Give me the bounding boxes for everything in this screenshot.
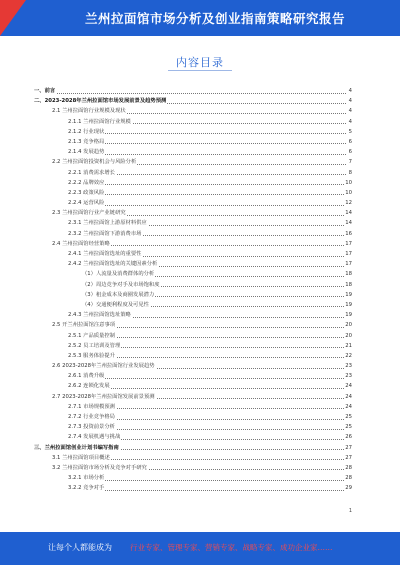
- toc-entry-page: 4: [348, 106, 352, 116]
- toc-entry-text: 2.1 兰州拉面馆行业规模及现状: [52, 106, 127, 116]
- toc-entry-text: 3.2.2 竞争对手: [68, 483, 105, 493]
- toc-entry[interactable]: [34, 351, 352, 361]
- page-number: 1: [348, 508, 352, 514]
- toc-entry[interactable]: [34, 422, 352, 432]
- toc-entry[interactable]: [34, 218, 352, 228]
- toc-entry-text: 2.5.2 员工培训及管理: [68, 341, 121, 351]
- toc-entry-page: 4: [348, 86, 352, 96]
- toc-entry-page: 6: [348, 147, 352, 157]
- toc-entry-text: 2.2.1 消费需求增长: [68, 168, 116, 178]
- toc-entry[interactable]: [34, 392, 352, 402]
- toc-entry[interactable]: [34, 432, 352, 442]
- toc-entry-page: 27: [344, 443, 352, 453]
- toc-entry[interactable]: [34, 443, 352, 453]
- toc-entry-page: 19: [344, 310, 352, 320]
- toc-entry-page: 28: [344, 473, 352, 483]
- header-banner: [0, 0, 400, 36]
- toc-entry-text: 2.1.1 兰州拉面馆行业规模: [68, 117, 132, 127]
- toc-entry-text: 3.1 兰州拉面馆项目概述: [52, 453, 111, 463]
- toc-entry[interactable]: [34, 178, 352, 188]
- toc-entry-page: 21: [344, 341, 352, 351]
- toc-entry[interactable]: [34, 463, 352, 473]
- toc-entry-text: 2.2.2 品牌效应: [68, 178, 105, 188]
- toc-entry-page: 8: [348, 168, 352, 178]
- toc-entry[interactable]: [34, 198, 352, 208]
- toc-entry-page: 19: [344, 290, 352, 300]
- toc-entry[interactable]: [34, 453, 352, 463]
- toc-entry-page: 29: [344, 483, 352, 493]
- toc-entry-text: 2.6.2 连锁化发展: [68, 381, 111, 391]
- toc-entry[interactable]: [34, 331, 352, 341]
- footer-banner: [0, 532, 400, 565]
- toc-entry-text: 2.5.3 服务体验提升: [68, 351, 116, 361]
- footer-roles: 行业专家、管理专家、营销专家、战略专家、成功企业家……: [130, 543, 333, 552]
- toc-entry[interactable]: [34, 96, 352, 106]
- toc-entry-text: 2.7 2023-2028年兰州拉面馆发展前景预测: [52, 392, 156, 402]
- toc-entry-page: 25: [344, 422, 352, 432]
- toc-entry-page: 22: [344, 351, 352, 361]
- toc-entry-text: 2.5.1 产品质量控制: [68, 331, 116, 341]
- toc-entry-page: 28: [344, 463, 352, 473]
- toc-leader-dots: [68, 184, 346, 185]
- toc-entry-page: 5: [348, 127, 352, 137]
- toc-entry-text: 2.2.3 政策风险: [68, 188, 105, 198]
- toc-entry[interactable]: [34, 381, 352, 391]
- toc-entry-page: 25: [344, 412, 352, 422]
- toc-entry-page: 27: [344, 453, 352, 463]
- toc-entry[interactable]: [34, 239, 352, 249]
- toc-entry-text: 2.3.1 兰州拉面馆上游原材料供应: [68, 218, 148, 228]
- toc-entry-page: 23: [344, 371, 352, 381]
- toc-entry[interactable]: [34, 269, 352, 279]
- toc-entry-text: 2.4.1 兰州拉面馆选址的重要性: [68, 249, 142, 259]
- toc-entry-page: 18: [344, 280, 352, 290]
- toc-entry-text: 2.4.3 兰州拉面馆选址策略: [68, 310, 132, 320]
- toc-entry-text: 2.1.3 竞争格局: [68, 137, 105, 147]
- toc-entry-text: 2.6 2023-2028年兰州拉面馆行业发展趋势: [52, 361, 156, 371]
- toc-entry-text: 2.5 开兰州拉面馆注意事项: [52, 320, 116, 330]
- toc-entry[interactable]: [34, 310, 352, 320]
- toc-entry-text: 2.7.4 发展机遇与挑战: [68, 432, 121, 442]
- toc-entry-page: 20: [344, 331, 352, 341]
- toc-entry-page: 14: [344, 208, 352, 218]
- toc-entry-text: 2.4 兰州拉面馆经营策略: [52, 239, 111, 249]
- toc-leader-dots: [68, 378, 346, 379]
- toc-entry-page: 26: [344, 432, 352, 442]
- toc-entry-page: 17: [344, 259, 352, 269]
- toc-entry[interactable]: [34, 229, 352, 239]
- toc-leader-dots: [68, 490, 346, 491]
- toc-entry-page: 20: [344, 320, 352, 330]
- toc-entry-text: 2.3 兰州拉面馆行业产业链研究: [52, 208, 127, 218]
- footer-slogan: 让每个人都能成为: [48, 543, 112, 552]
- toc-entry-text: 一、前言: [34, 86, 56, 96]
- toc-leader-dots: [68, 133, 346, 134]
- toc-entry-text: 2.1.4 发展趋势: [68, 147, 105, 157]
- toc-entry[interactable]: [34, 290, 352, 300]
- toc-entry-text: 2.7.1 市场规模预测: [68, 402, 116, 412]
- toc-entry-page: 24: [344, 402, 352, 412]
- toc-entry-page: 14: [344, 218, 352, 228]
- toc-entry[interactable]: [34, 280, 352, 290]
- toc-entry[interactable]: [34, 106, 352, 116]
- toc-entry[interactable]: [34, 402, 352, 412]
- toc-entry-text: 2.7.3 投资前景分析: [68, 422, 116, 432]
- toc-entry-page: 6: [348, 137, 352, 147]
- toc-entry-text: 2.2.4 运营风险: [68, 198, 105, 208]
- toc-entry[interactable]: [34, 137, 352, 147]
- toc-entry[interactable]: [34, 320, 352, 330]
- toc-entry-page: 19: [344, 300, 352, 310]
- toc-entry-page: 23: [344, 361, 352, 371]
- toc-entry-text: 三、兰州拉面馆创业计划书编写指南: [34, 443, 120, 453]
- toc-entry-page: 24: [344, 381, 352, 391]
- toc-leader-dots: [34, 93, 346, 94]
- toc-entry-page: 7: [348, 157, 352, 167]
- toc-entry[interactable]: [34, 188, 352, 198]
- toc-entry[interactable]: [34, 341, 352, 351]
- toc-entry[interactable]: [34, 300, 352, 310]
- toc-entry[interactable]: [34, 412, 352, 422]
- report-title: 兰州拉面馆市场分析及创业指南策略研究报告: [84, 11, 345, 26]
- toc-leader-dots: [68, 480, 346, 481]
- toc-entry[interactable]: [34, 168, 352, 178]
- toc-entry-page: 18: [344, 269, 352, 279]
- toc-entry[interactable]: [34, 473, 352, 483]
- toc-entry-page: 10: [344, 178, 352, 188]
- toc-entry-page: 17: [344, 239, 352, 249]
- toc-entry-page: 4: [348, 96, 352, 106]
- toc-heading-rule: [168, 70, 232, 71]
- toc-entry[interactable]: [34, 483, 352, 493]
- toc-entry[interactable]: [34, 157, 352, 167]
- toc-entry[interactable]: [34, 86, 352, 96]
- toc-entry-text: 2.3.2 兰州拉面馆下游消费市场: [68, 229, 142, 239]
- toc-entry[interactable]: [34, 371, 352, 381]
- toc-entry-page: 10: [344, 188, 352, 198]
- toc-entry-text: 2.2 兰州拉面馆投资机会与风险分析: [52, 157, 137, 167]
- toc-entry-text: 2.1.2 行业现状: [68, 127, 105, 137]
- toc-entry-text: （1）人流量及消费群体的分析: [82, 269, 155, 279]
- toc-entry-page: 16: [344, 229, 352, 239]
- toc-list: [34, 86, 352, 494]
- toc-entry-page: 12: [344, 198, 352, 208]
- toc-leader-dots: [68, 194, 346, 195]
- toc-entry-text: 2.4.2 兰州拉面馆选址的关键因素分析: [68, 259, 158, 269]
- toc-entry[interactable]: [34, 259, 352, 269]
- toc-entry[interactable]: [34, 147, 352, 157]
- header-accent: [0, 0, 26, 36]
- toc-leader-dots: [68, 143, 346, 144]
- toc-entry[interactable]: [34, 127, 352, 137]
- toc-entry-text: 3.2.1 市场分析: [68, 473, 105, 483]
- toc-entry-page: 24: [344, 392, 352, 402]
- toc-heading: 内容目录: [176, 56, 224, 69]
- toc-leader-dots: [68, 154, 346, 155]
- toc-entry[interactable]: [34, 361, 352, 371]
- toc-entry-text: （3）租金成本及商圈发展潜力: [82, 290, 155, 300]
- toc-entry-text: （2）周边竞争对手及市场饱和度: [82, 280, 161, 290]
- toc-entry[interactable]: [34, 208, 352, 218]
- toc-entry-page: 4: [348, 117, 352, 127]
- toc-entry-text: （4）交通便利程度及可见性: [82, 300, 150, 310]
- toc-entry[interactable]: [34, 117, 352, 127]
- toc-entry-text: 2.7.2 行业竞争格局: [68, 412, 116, 422]
- toc-leader-dots: [68, 205, 346, 206]
- toc-entry-text: 2.6.1 消费升级: [68, 371, 105, 381]
- toc-entry-text: 3.2 兰州拉面馆市场分析及竞争对手研究: [52, 463, 148, 473]
- toc-entry-text: 二、2023-2028年兰州拉面馆市场发展前景及趋势预测: [34, 96, 167, 106]
- toc-entry-page: 17: [344, 249, 352, 259]
- toc-entry[interactable]: [34, 249, 352, 259]
